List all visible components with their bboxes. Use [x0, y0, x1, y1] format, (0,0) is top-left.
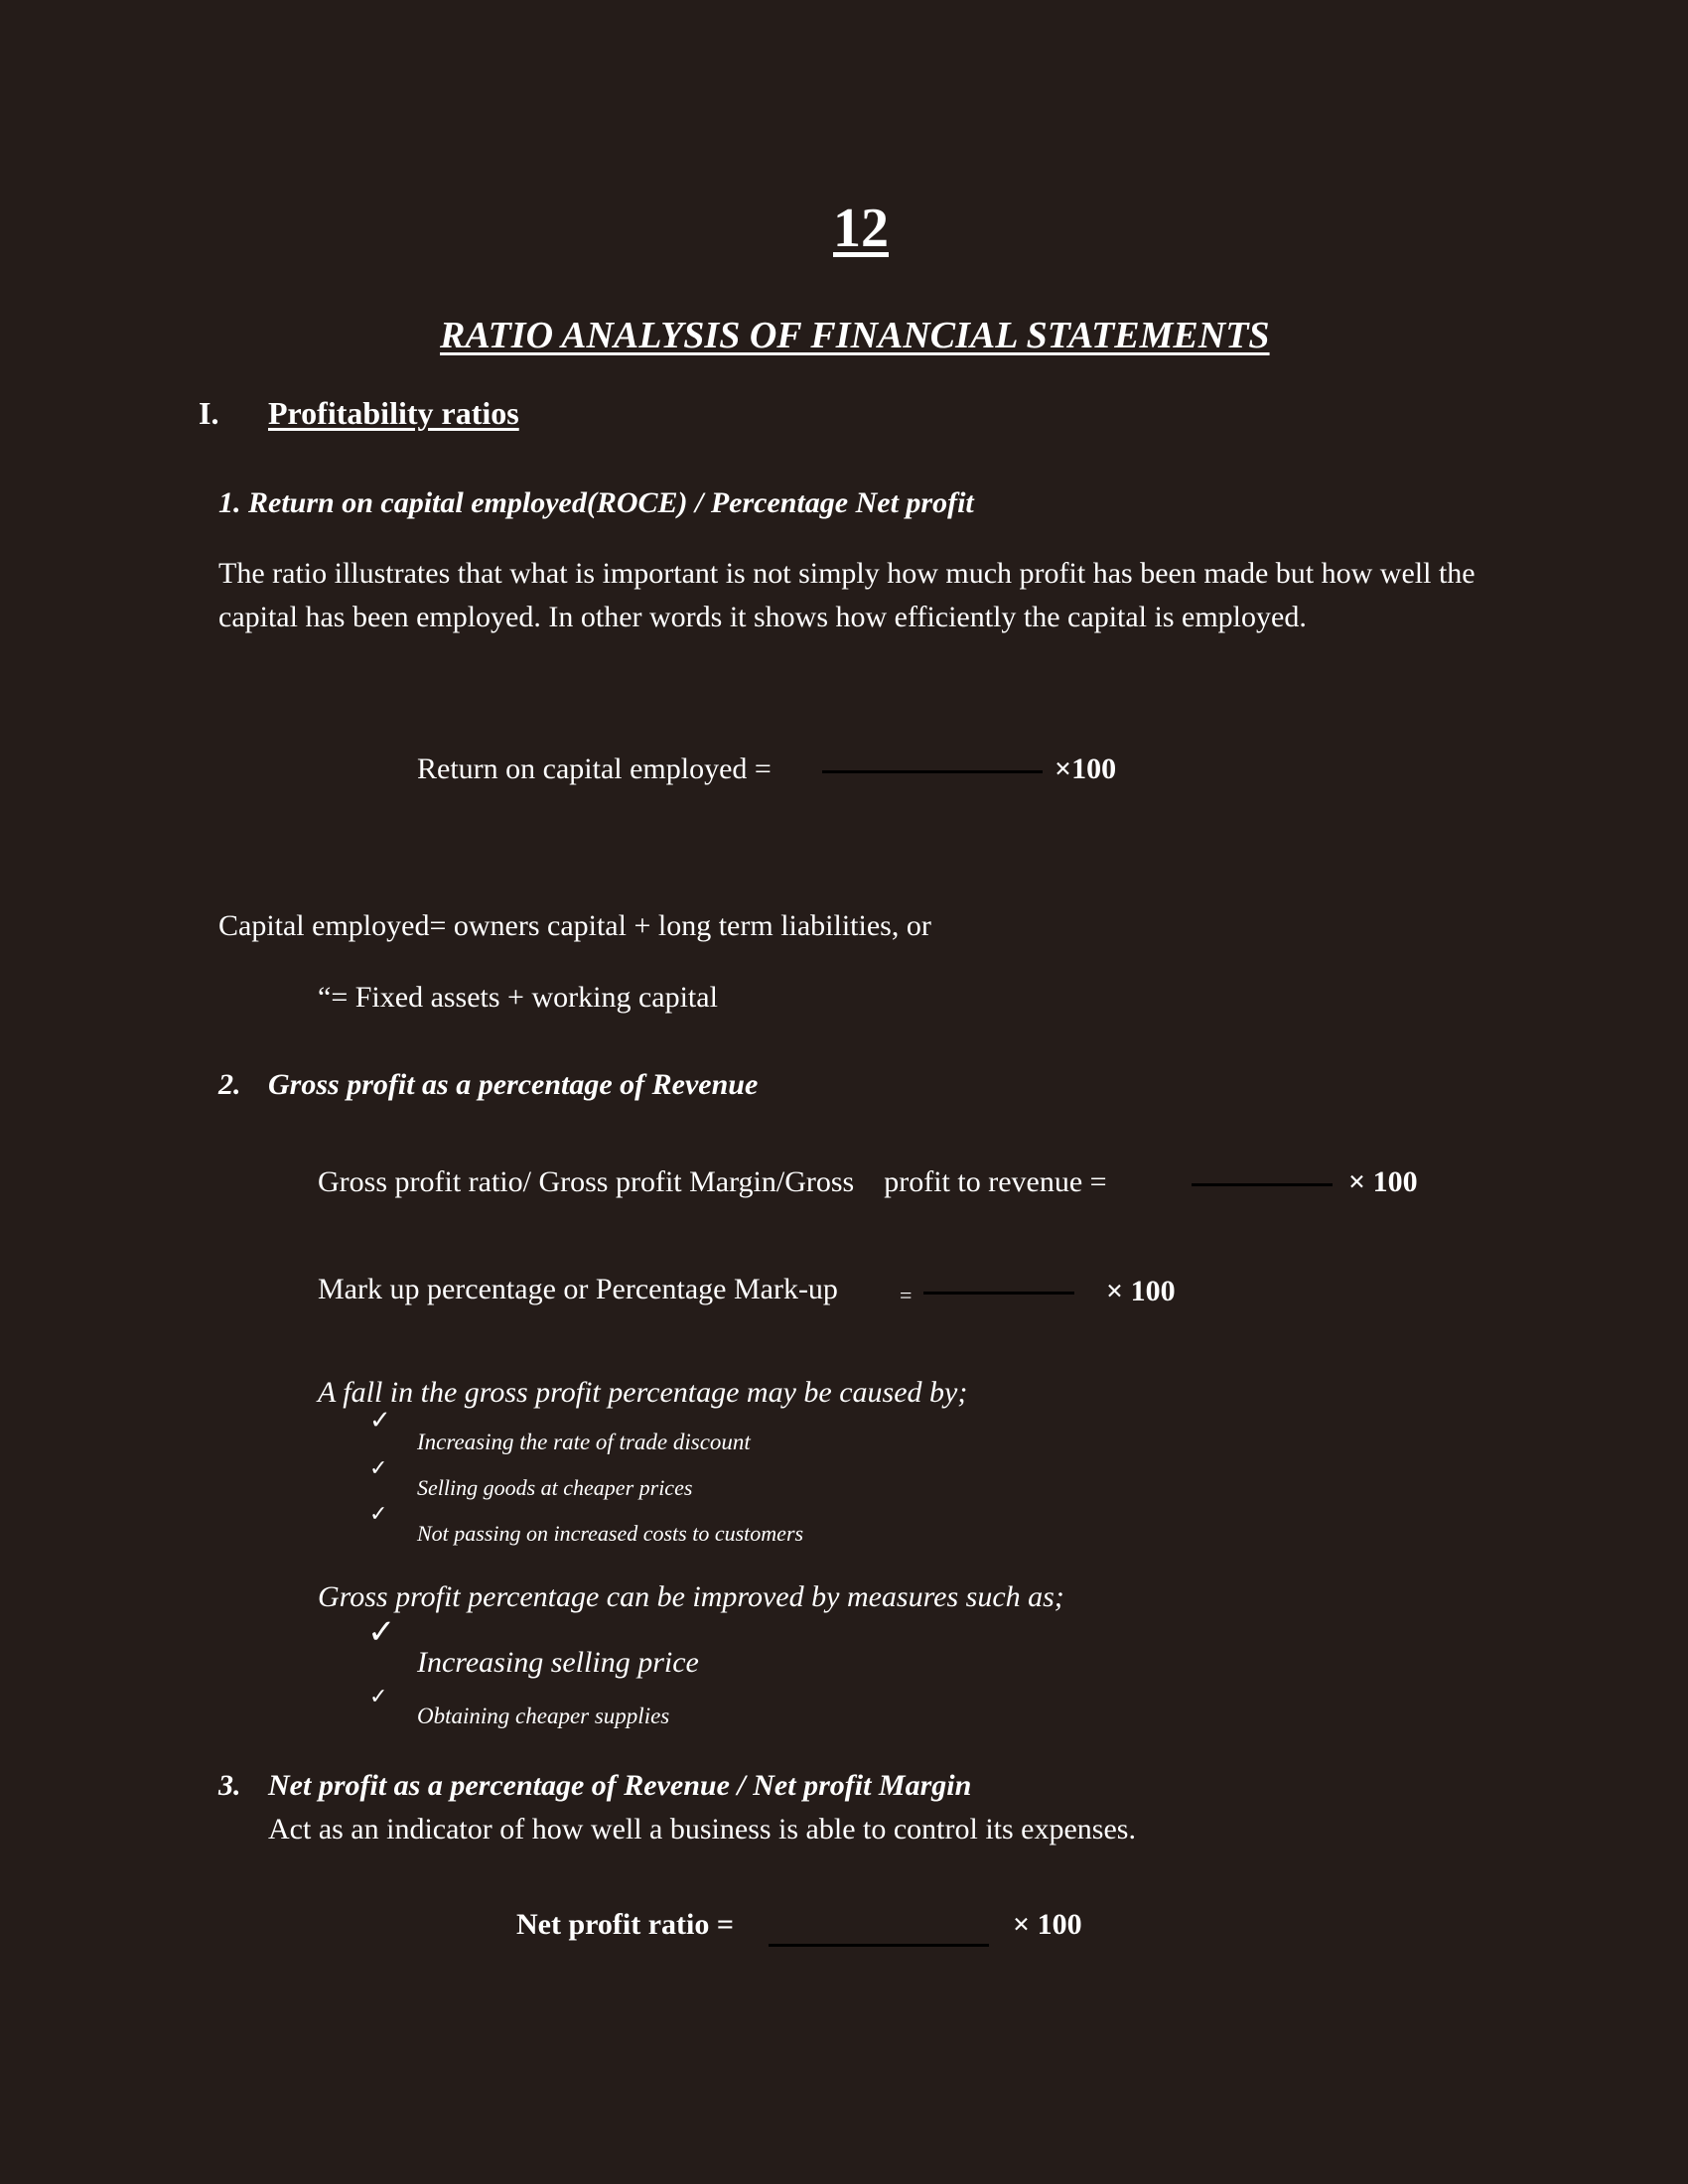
- net-profit-formula-label: Net profit ratio =: [516, 1908, 734, 1941]
- capital-employed-line-2: “= Fixed assets + working capital: [318, 981, 718, 1014]
- gross-profit-formula-label: Gross profit ratio/ Gross profit Margin/Gross profit to revenue =: [318, 1165, 1107, 1198]
- list-item: Not passing on increased costs to customers: [417, 1521, 804, 1546]
- roce-heading: 1. Return on capital employed(ROCE) / Percentage Net profit: [218, 486, 974, 519]
- net-profit-times-100: × 100: [1013, 1908, 1082, 1941]
- gross-profit-number: 2.: [218, 1068, 241, 1101]
- check-mark-icon: ✓: [369, 1455, 388, 1480]
- roce-fraction-line: [822, 770, 1043, 773]
- chapter-number: 12: [833, 198, 889, 259]
- page-title: RATIO ANALYSIS OF FINANCIAL STATEMENTS: [440, 315, 1270, 356]
- gross-profit-heading: Gross profit as a percentage of Revenue: [268, 1068, 759, 1101]
- markup-equals: =: [900, 1283, 913, 1307]
- fall-intro: A fall in the gross profit percentage may be caused by;: [318, 1376, 968, 1409]
- check-mark-icon: ✓: [369, 1684, 388, 1708]
- gross-profit-fraction-line: [1192, 1183, 1333, 1186]
- markup-times-100: × 100: [1106, 1275, 1176, 1307]
- check-mark-icon: ✓: [367, 1614, 396, 1651]
- capital-employed-line-1: Capital employed= owners capital + long term liabilities, or: [218, 909, 931, 942]
- check-mark-icon: ✓: [369, 1406, 391, 1434]
- gross-profit-times-100: × 100: [1348, 1165, 1418, 1198]
- list-item: Increasing selling price: [417, 1646, 699, 1679]
- net-profit-number: 3.: [218, 1769, 241, 1802]
- net-profit-fraction-line: [769, 1944, 989, 1947]
- section-number: I.: [199, 395, 219, 431]
- section-title: Profitability ratios: [268, 395, 519, 431]
- net-profit-description: Act as an indicator of how well a business is able to control its expenses.: [268, 1813, 1136, 1845]
- improve-intro: Gross profit percentage can be improved by measures such as;: [318, 1580, 1064, 1613]
- roce-times-100: ×100: [1055, 752, 1117, 785]
- markup-formula-label: Mark up percentage or Percentage Mark-up: [318, 1273, 838, 1305]
- list-item: Selling goods at cheaper prices: [417, 1475, 693, 1500]
- markup-fraction-line: [923, 1292, 1074, 1295]
- list-item: Obtaining cheaper supplies: [417, 1704, 670, 1728]
- net-profit-heading: Net profit as a percentage of Revenue / Net profit Margin: [268, 1769, 972, 1802]
- check-mark-icon: ✓: [369, 1501, 388, 1526]
- roce-paragraph: The ratio illustrates that what is important is not simply how much profit has been made but how well the capital has been employed. In other words it shows how efficiently the capital is employed.: [218, 557, 1476, 633]
- roce-formula-label: Return on capital employed =: [417, 752, 772, 785]
- list-item: Increasing the rate of trade discount: [417, 1430, 751, 1454]
